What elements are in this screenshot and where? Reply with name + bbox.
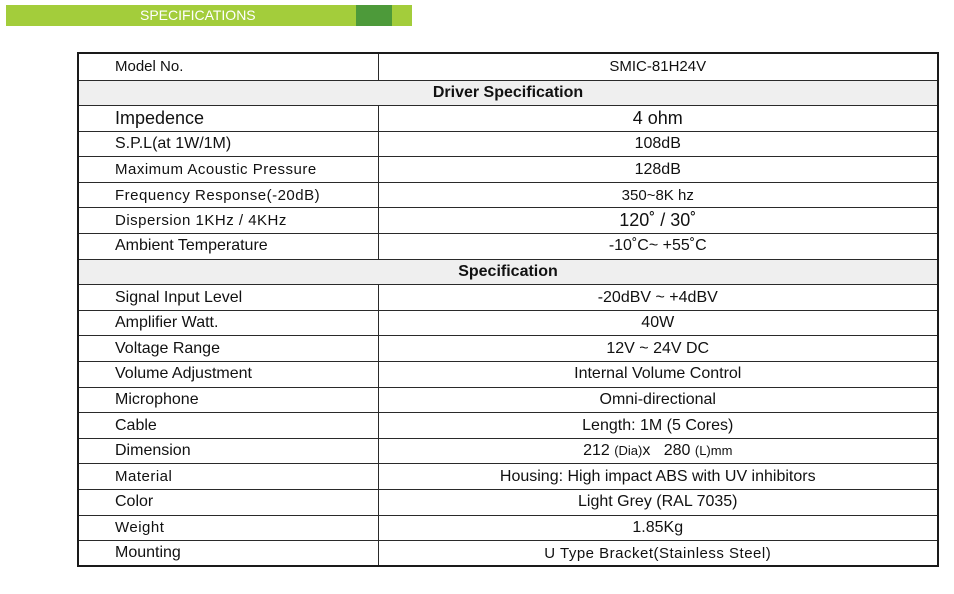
row-label: Dimension — [78, 438, 378, 464]
table-row — [78, 208, 938, 234]
section-header-driver — [78, 80, 938, 106]
table-row — [78, 157, 938, 183]
table-row — [78, 336, 938, 362]
row-value: 4 ohm — [378, 106, 938, 132]
table-row — [78, 413, 938, 439]
row-value: 40W — [378, 310, 938, 336]
row-value: -20dBV ~ +4dBV — [378, 285, 938, 311]
table-row — [78, 106, 938, 132]
row-value: Omni-directional — [378, 387, 938, 413]
row-label: Cable — [78, 413, 378, 439]
specifications-header — [6, 5, 412, 26]
row-value: -10˚C~ +55˚C — [378, 234, 938, 260]
section-header-specification — [78, 259, 938, 285]
table-row — [78, 310, 938, 336]
section-title: Specification — [78, 259, 938, 285]
row-value: Internal Volume Control — [378, 362, 938, 388]
row-label: Voltage Range — [78, 336, 378, 362]
dimension-length-value: x 280 — [642, 442, 695, 460]
row-label: Microphone — [78, 387, 378, 413]
dimension-dia-unit: (Dia) — [614, 443, 643, 459]
row-value: 120˚ / 30˚ — [378, 208, 938, 234]
row-label: Signal Input Level — [78, 285, 378, 311]
section-title: Driver Specification — [78, 80, 938, 106]
row-label: Volume Adjustment — [78, 362, 378, 388]
row-label: Dispersion 1KHz / 4KHz — [78, 208, 378, 234]
row-value: U Type Bracket(Stainless Steel) — [378, 541, 938, 567]
table-row — [78, 131, 938, 157]
row-label: Color — [78, 490, 378, 516]
row-label: Ambient Temperature — [78, 234, 378, 260]
row-label: Material — [78, 464, 378, 490]
table-row — [78, 234, 938, 260]
row-label: Amplifier Watt. — [78, 310, 378, 336]
dimension-length-unit: (L) — [694, 443, 711, 459]
row-value: 128dB — [378, 157, 938, 183]
table-row-model — [78, 53, 938, 80]
row-value: 1.85Kg — [378, 515, 938, 541]
table-row — [78, 285, 938, 311]
dimension-dia-value: 212 — [583, 442, 615, 460]
specifications-title: SPECIFICATIONS — [6, 5, 356, 26]
dimension-mm-unit: mm — [710, 443, 733, 459]
table-row — [78, 387, 938, 413]
header-accent-dark — [356, 5, 392, 26]
row-value: Housing: High impact ABS with UV inhibitors — [378, 464, 938, 490]
row-value: 108dB — [378, 131, 938, 157]
spec-table — [77, 52, 939, 567]
table-row — [78, 182, 938, 208]
header-accent-light — [392, 5, 412, 26]
row-label: Mounting — [78, 541, 378, 567]
row-label: Model No. — [78, 53, 378, 80]
row-label: Frequency Response(-20dB) — [78, 182, 378, 208]
table-row — [78, 490, 938, 516]
row-label: Impedence — [78, 106, 378, 132]
row-value: Length: 1M (5 Cores) — [378, 413, 938, 439]
row-label: Weight — [78, 515, 378, 541]
row-label: Maximum Acoustic Pressure — [78, 157, 378, 183]
row-value: SMIC-81H24V — [378, 53, 938, 80]
table-row — [78, 515, 938, 541]
row-value: 350~8K hz — [378, 182, 938, 208]
table-row — [78, 438, 938, 464]
row-value: 12V ~ 24V DC — [378, 336, 938, 362]
table-row — [78, 464, 938, 490]
row-label: S.P.L(at 1W/1M) — [78, 131, 378, 157]
row-value-dimension — [378, 438, 938, 464]
table-row — [78, 362, 938, 388]
row-value: Light Grey (RAL 7035) — [378, 490, 938, 516]
table-row — [78, 541, 938, 567]
